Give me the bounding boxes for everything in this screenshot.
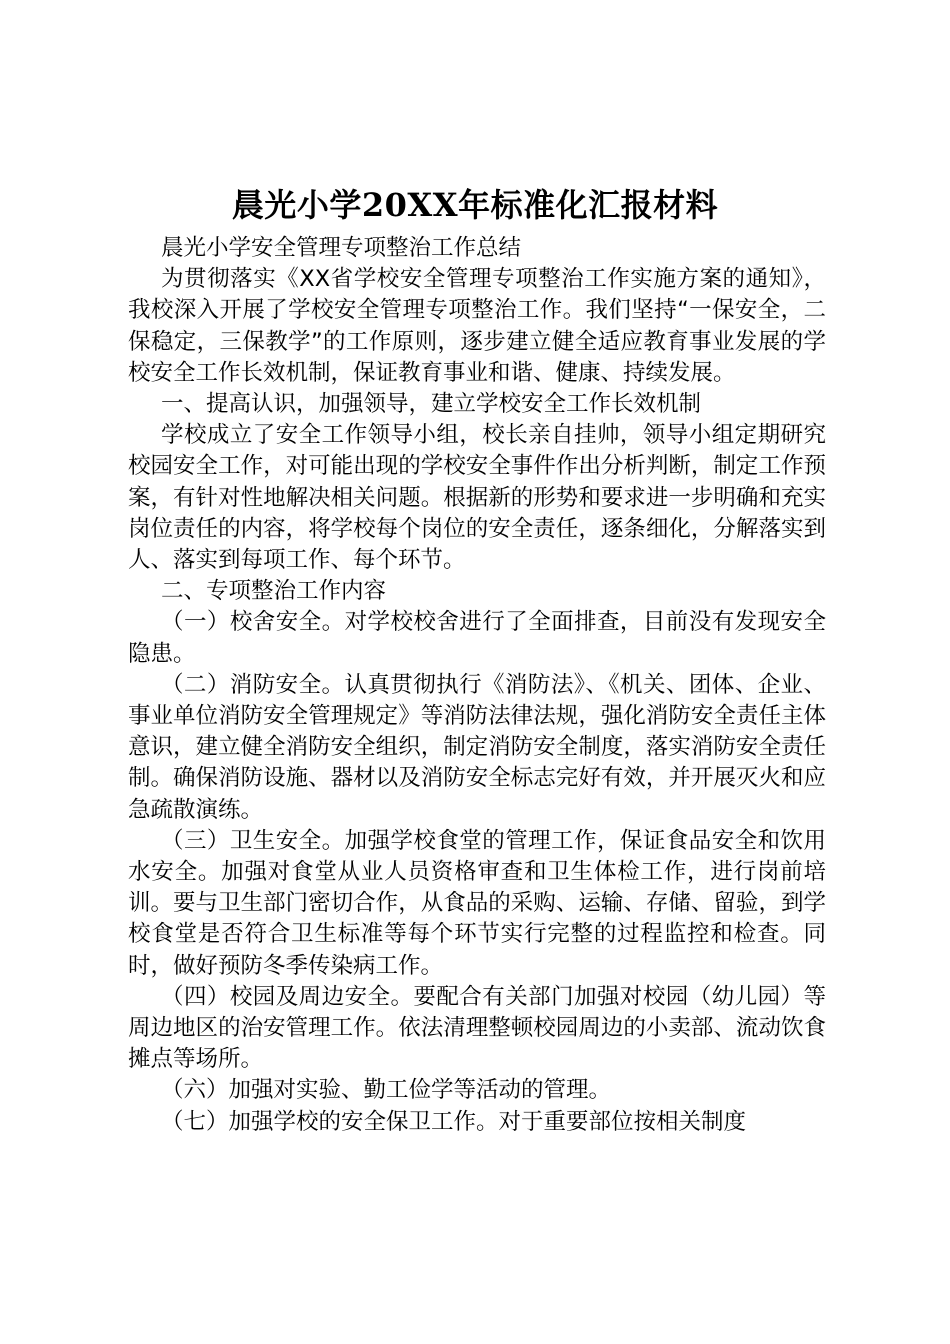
section-heading-2: 二、专项整治工作内容 (161, 578, 387, 605)
item-activities-management: （六）加强对实验、勤工俭学等活动的管理。 (161, 1077, 612, 1104)
item-fire-safety: （二）消防安全。认真贯彻执行《消防法》、《机关、团体、企业、事业单位消防安全管理规定》等消防法律法规，强化消防安全责任主体意识，建立健全消防安全组织，制定消防安全制度，落实消防安全责任制。确保消防设施、器材以及消防安全标志完好有效，并开展灭火和应急疏散演练。 (128, 671, 826, 823)
item-health-safety: （三）卫生安全。加强学校食堂的管理工作，保证食品安全和饮用水安全。加强对食堂从业人员资格审查和卫生体检工作，进行岗前培训。要与卫生部门密切合作，从食品的采购、运输、存储、留验，到学校食堂是否符合卫生标准等每个环节实行完整的过程监控和检查。同时，做好预防冬季传染病工作。 (128, 827, 826, 979)
document-body (128, 233, 826, 1138)
item-building-safety: （一）校舍安全。对学校校舍进行了全面排查，目前没有发现安全隐患。 (128, 609, 826, 667)
document-title: 晨光小学20XX年标准化汇报材料 (231, 186, 719, 224)
intro-paragraph: 为贯彻落实《XX省学校安全管理专项整治工作实施方案的通知》，我校深入开展了学校安全管理专项整治工作。我们坚持“一保安全，二保稳定，三保教学”的工作原则，逐步建立健全适应教育事业发展的学校安全工作长效机制，保证教育事业和谐、健康、持续发展。 (128, 266, 826, 386)
section-1-paragraph: 学校成立了安全工作领导小组，校长亲自挂帅，领导小组定期研究校园安全工作，对可能出现的学校安全事件作出分析判断，制定工作预案，有针对性地解决相关问题。根据新的形势和要求进一步明确和充实岗位责任的内容，将学校每个岗位的安全责任，逐条细化，分解落实到人、落实到每项工作、每个环节。 (128, 422, 826, 574)
section-heading-1: 一、提高认识，加强领导，建立学校安全工作长效机制 (161, 391, 702, 418)
report-subtitle: 晨光小学安全管理专项整治工作总结 (161, 235, 522, 261)
item-campus-surroundings: （四）校园及周边安全。要配合有关部门加强对校园（幼儿园）等周边地区的治安管理工作。依法清理整顿校园周边的小卖部、流动饮食摊点等场所。 (128, 983, 826, 1073)
item-security-work: （七）加强学校的安全保卫工作。对于重要部位按相关制度 (161, 1108, 747, 1135)
